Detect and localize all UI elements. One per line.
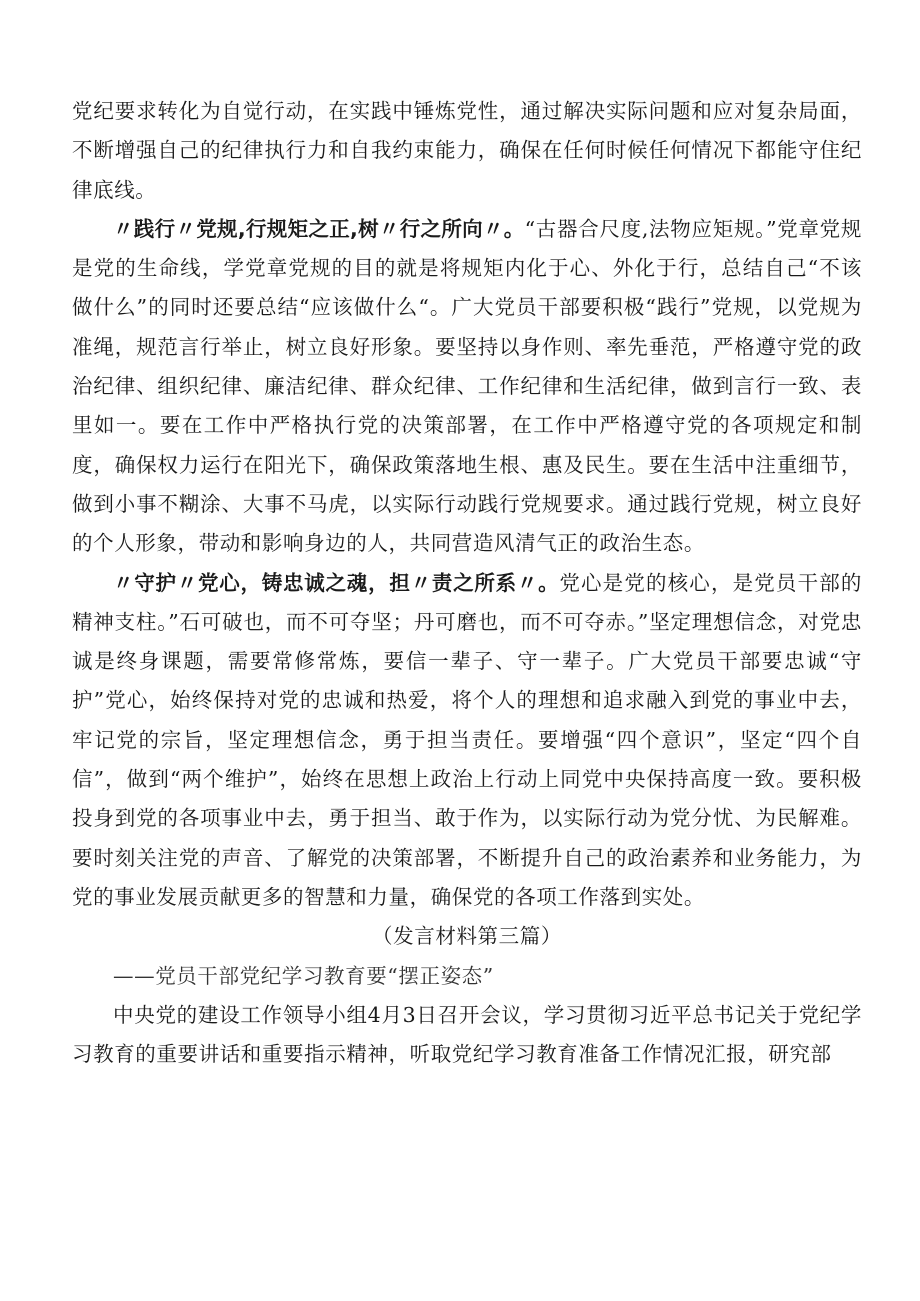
paragraph-2 [72, 210, 862, 564]
paragraph-3-lead: 〃守护〃党心，铸忠诚之魂，担〃责之所系〃。 [113, 570, 560, 595]
paragraph-3-body: 党心是党的核心，是党员干部的精神支柱。”石可破也，而不可夺坚；丹可磨也，而不可夺赤。”坚定理想信念，对党忠诚是终身课题，需要常修常炼，要信一辈子、守一辈子。广大党员干部要忠诚“守护”党心，始终保持对党的忠诚和热爱，将个人的理想和追求融入到党的事业中去，牢记党的宗旨，坚定理想信念，勇于担当责任。要增强“四个意识”，坚定“四个自信”，做到“两个维护”，始终在思想上政治上行动上同党中央保持高度一致。要积极投身到党的各项事业中去，勇于担当、敢于作为，以实际行动为党分忧、为民解难。要时刻关注党的声音、了解党的决策部署，不断提升自己的政治素养和业务能力，为党的事业发展贡献更多的智慧和力量，确保党的各项工作落到实处。 [72, 570, 862, 909]
paragraph-3 [72, 564, 862, 918]
paragraph-2-lead: 〃践行〃党规,行规矩之正,树〃行之所向〃。 [113, 216, 525, 241]
section-subtitle: ——党员干部党纪学习教育要“摆正姿态” [113, 963, 494, 988]
section-title: （发言材料第三篇） [372, 924, 562, 949]
paragraph-2-body: “古器合尺度,法物应矩规。”党章党规是党的生命线，学党章党规的目的就是将规矩内化于心、外化于行，总结自己“不该做什么”的同时还要总结“应该做什么“。广大党员干部要积极“践行”党规，以党规为准绳，规范言行举止，树立良好形象。要坚持以身作则、率先垂范，严格遵守党的政治纪律、组织纪律、廉洁纪律、群众纪律、工作纪律和生活纪律，做到言行一致、表里如一。要在工作中严格执行党的决策部署，在工作中严格遵守党的各项规定和制度，确保权力运行在阳光下，确保政策落地生根、惠及民生。要在生活中注重细节，做到小事不糊涂、大事不马虎，以实际行动践行党规要求。通过践行党规，树立良好的个人形象，带动和影响身边的人，共同营造风清气正的政治生态。 [72, 216, 862, 556]
paragraph-1: 党纪要求转化为自觉行动，在实践中锤炼党性，通过解决实际问题和应对复杂局面，不断增强自己的纪律执行力和自我约束能力，确保在任何时候任何情况下都能守住纪律底线。 [72, 99, 862, 202]
paragraph-4: 中央党的建设工作领导小组4月3日召开会议，学习贯彻习近平总书记关于党纪学习教育的重要讲话和重要指示精神，听取党纪学习教育准备工作情况汇报，研究部 [72, 1002, 862, 1067]
document-page [72, 92, 862, 1074]
